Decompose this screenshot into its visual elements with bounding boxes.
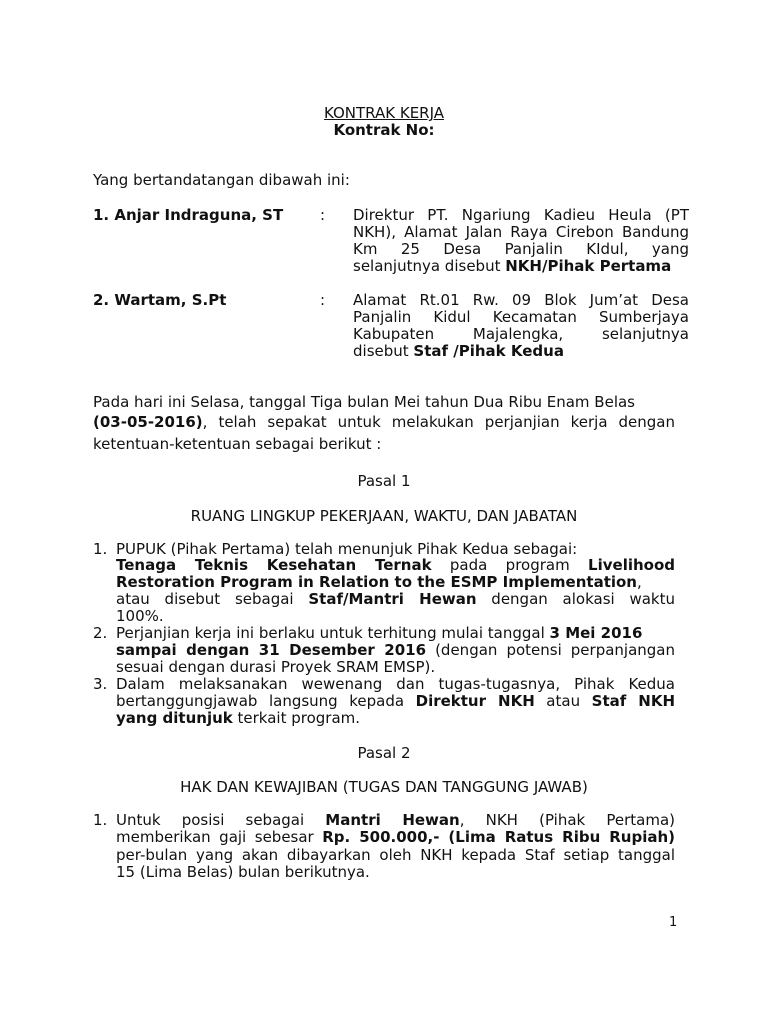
pasal-2-heading: HAK DAN KEWAJIBAN (TUGAS DAN TANGGUNG JAWAB) [180,778,588,796]
page-number: 1 [669,915,678,930]
document-title: KONTRAK KERJA [323,104,445,122]
pasal-1-heading: RUANG LINGKUP PEKERJAAN, WAKTU, DAN JABATAN [190,507,578,525]
contract-number: Kontrak No: [333,121,435,139]
pasal-2-label: Pasal 2 [357,744,411,762]
intro-text: Yang bertandatangan dibawah ini: [93,171,350,189]
pasal-1-label: Pasal 1 [357,472,411,490]
party-1-colon: : [320,206,326,224]
party-1-name: 1. Anjar Indraguna, ST [93,206,284,224]
party-2-name: 2. Wartam, S.Pt [93,291,227,309]
party-2-colon: : [320,291,326,309]
